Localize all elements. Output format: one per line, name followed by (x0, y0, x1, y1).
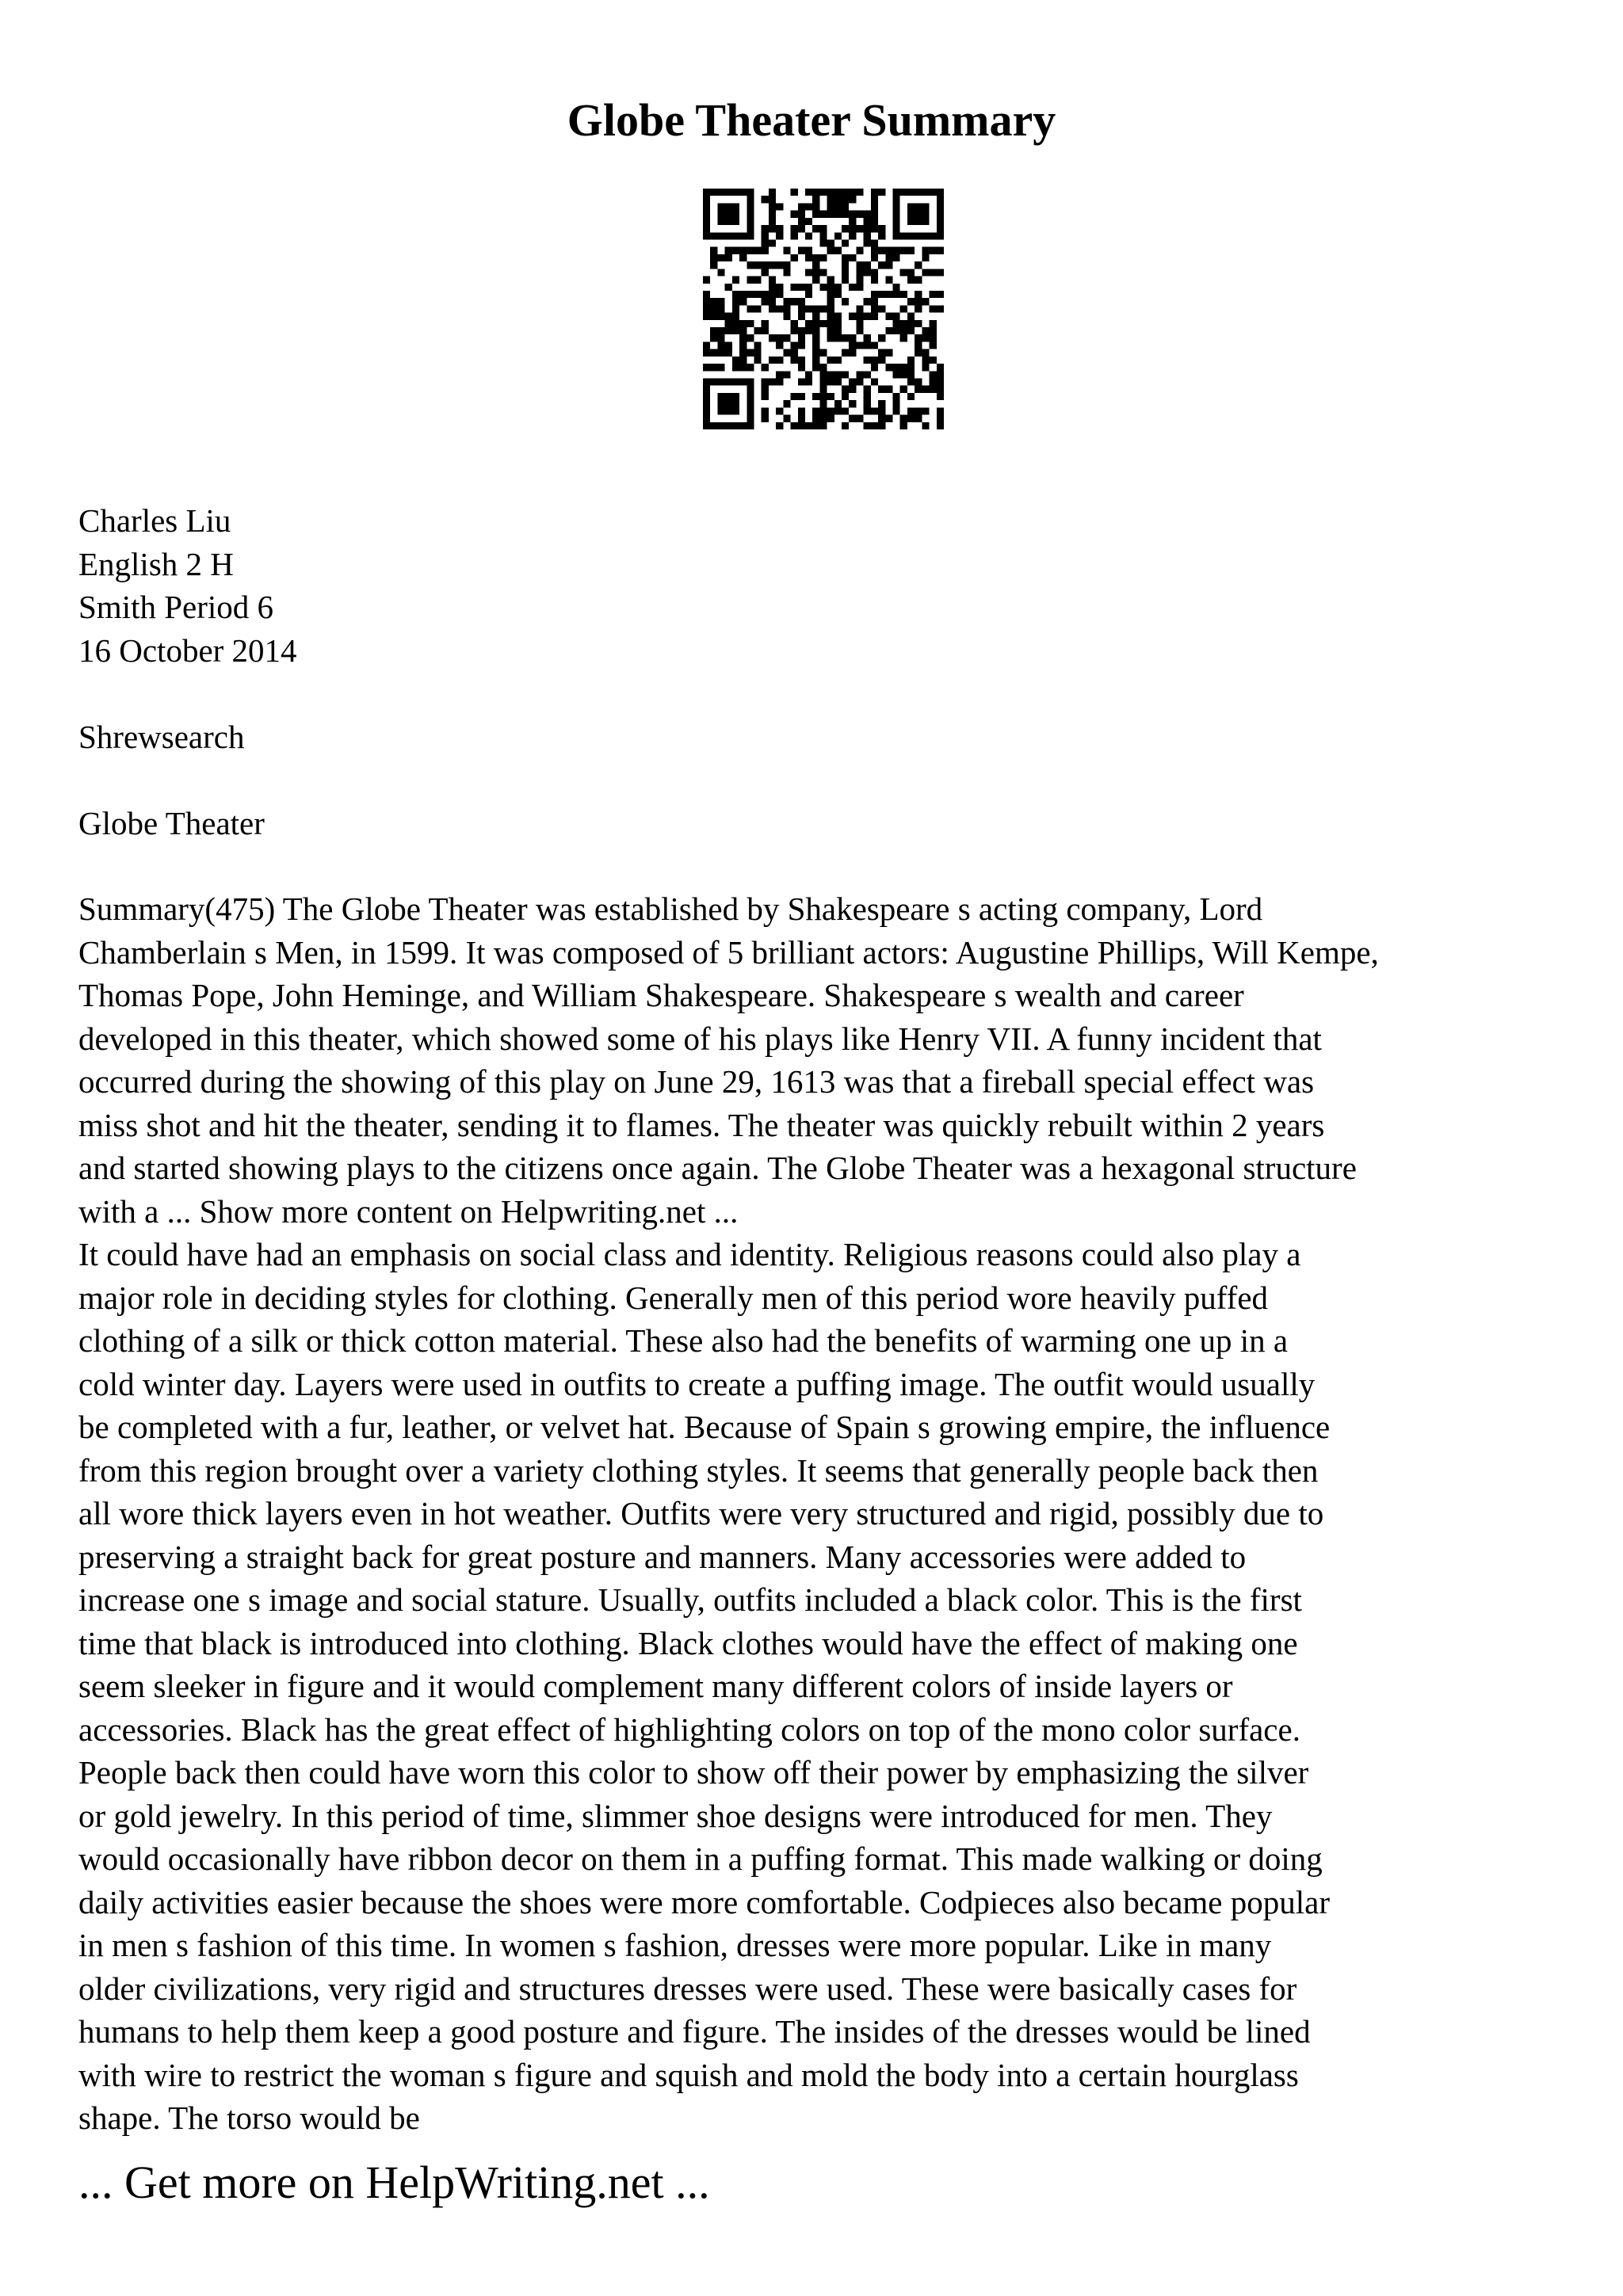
paragraph-line: preserving a straight back for great posture and manners. Many accessories were added to (78, 1538, 1247, 1575)
paragraph-line: accessories. Black has the great effect of highlighting colors on top of the mono color surface. (78, 1711, 1300, 1748)
spacer (78, 758, 1545, 802)
paragraph-line: daily activities easier because the shoes were more comfortable. Codpieces also became popular (78, 1883, 1331, 1920)
paragraph-line: older civilizations, very rigid and structures dresses were used. These were basically cases for (78, 1970, 1297, 2007)
document-title: Globe Theater Summary (567, 94, 1056, 146)
paragraph-line: Thomas Pope, John Heminge, and William Shakespeare. Shakespeare s wealth and career (78, 977, 1244, 1013)
paragraph-line: occurred during the showing of this play on June 29, 1613 was that a fireball special effect was (78, 1063, 1315, 1100)
paragraph-line: and started showing plays to the citizens once again. The Globe Theater was a hexagonal structure (78, 1150, 1357, 1186)
paragraph-line: in men s fashion of this time. In women s fashion, dresses were more popular. Like in many (78, 1927, 1272, 1963)
section-title: Globe Theater (78, 804, 265, 841)
paragraph-line: with wire to restrict the woman s figure and squish and mold the body into a certain hourglass (78, 2056, 1299, 2093)
paragraph-line: miss shot and hit the theater, sending it to flames. The theater was quickly rebuilt within 2 years (78, 1106, 1325, 1143)
paragraph-line: seem sleeker in figure and it would complement many different colors of inside layers or (78, 1668, 1233, 1704)
course-name: English 2 H (78, 545, 234, 582)
paragraph-line: People back then could have worn this color to show off their power by emphasizing the silver (78, 1754, 1309, 1791)
paragraph-line: humans to help them keep a good posture and figure. The insides of the dresses would be lined (78, 2013, 1311, 2050)
paragraph-line: shape. The torso would be (78, 2100, 420, 2136)
paragraph-line: increase one s image and social stature. Usually, outfits included a black color. This is the first (78, 1581, 1302, 1618)
document-date: 16 October 2014 (78, 631, 297, 669)
paragraph-line: developed in this theater, which showed some of his plays like Henry VII. A funny incident that (78, 1020, 1322, 1057)
spacer (78, 672, 1545, 715)
paragraph-line: clothing of a silk or thick cotton material. These also had the benefits of warming one up in a (78, 1322, 1289, 1359)
paragraph-line: cold winter day. Layers were used in outfits to create a puffing image. The outfit would usually (78, 1365, 1316, 1402)
author-name: Charles Liu (78, 502, 231, 539)
paragraph-line: all wore thick layers even in hot weather. Outfits were very structured and rigid, possibly due to (78, 1495, 1324, 1531)
paragraph-line: be completed with a fur, leather, or velvet hat. Because of Spain s growing empire, the influence (78, 1409, 1331, 1445)
paragraph-line: It could have had an emphasis on social class and identity. Religious reasons could also play a (78, 1236, 1301, 1272)
qr-code-graphic (703, 189, 944, 429)
paragraph-line: time that black is introduced into clothing. Black clothes would have the effect of making one (78, 1624, 1298, 1661)
teacher-period: Smith Period 6 (78, 589, 274, 625)
document-header (78, 499, 1545, 845)
paragraph-line: Chamberlain s Men, in 1599. It was composed of 5 brilliant actors: Augustine Phillips, Will Kempe, (78, 933, 1379, 971)
paragraph-line: with a ... Show more content on Helpwriting.net ... (78, 1192, 739, 1230)
paragraph-line: would occasionally have ribbon decor on them in a puffing format. This made walking or doing (78, 1840, 1323, 1877)
paragraph-line: Summary(475) The Globe Theater was established by Shakespeare s acting company, Lord (78, 891, 1263, 927)
document-subtitle: Shrewsearch (78, 718, 245, 755)
summary-paragraph (78, 887, 1584, 2140)
paragraph-line: or gold jewelry. In this period of time, slimmer shoe designs were introduced for men. They (78, 1797, 1273, 1834)
paragraph-line: major role in deciding styles for clothing. Generally men of this period wore heavily puffed (78, 1279, 1269, 1316)
paragraph-line: from this region brought over a variety clothing styles. It seems that generally people back then (78, 1451, 1319, 1489)
footer-link[interactable]: ... Get more on HelpWriting.net ... (78, 2157, 710, 2208)
qr-code (703, 189, 944, 429)
